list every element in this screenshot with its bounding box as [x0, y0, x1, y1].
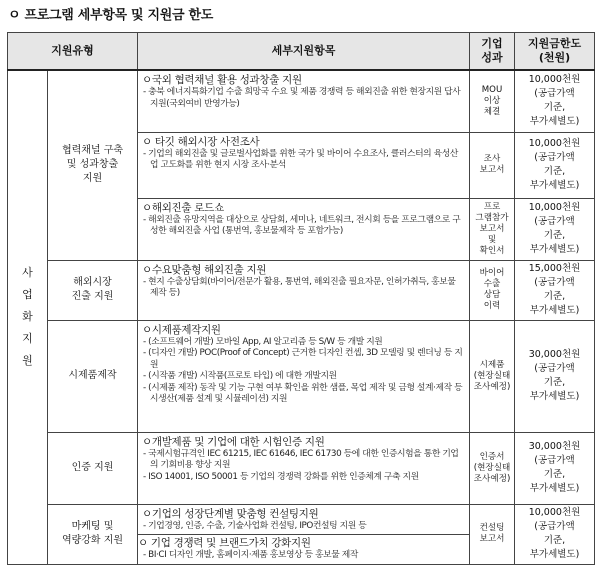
support-type-cell — [48, 260, 138, 320]
table-row — [8, 320, 595, 432]
detail-heading: ㅇ 타깃 해외시장 사전조사 — [142, 135, 260, 148]
detail-bullet: - 충북 에너지특화기업 수출 희망국 수요 및 제품 경쟁력 등 해외진출 위한 현장지원 답사지원(국외여비 반영가능) — [143, 87, 461, 109]
group-label-char: 업 — [22, 288, 33, 302]
outcome-line: (현장실태 — [473, 370, 511, 381]
limit-line: 기준, — [543, 291, 566, 302]
program-table — [7, 32, 595, 565]
outcome-line: 이상 — [483, 95, 501, 106]
limit-cell — [515, 260, 595, 320]
support-type-cell — [48, 504, 138, 564]
outcome-cell — [470, 198, 515, 260]
table-row — [8, 504, 595, 564]
outcome-line: 체결 — [483, 106, 501, 117]
detail-cell — [138, 132, 470, 198]
header-outcome-line: 성과 — [481, 51, 503, 64]
support-type-cell — [48, 320, 138, 432]
detail-cell — [138, 198, 470, 260]
outcome-line: 바이어 — [479, 268, 505, 278]
group-label-char: 지 — [22, 332, 33, 346]
detail-cell — [138, 70, 470, 132]
detail-bullet: - BI·CI 디자인 개발, 홈페이지·제품 홍보영상 등 홍보물 제작 — [143, 550, 358, 560]
detail-heading: ㅇ해외진출 로드쇼 — [142, 201, 224, 214]
limit-line: (공급가액 — [534, 88, 575, 100]
detail-cell — [138, 432, 470, 504]
detail-bullet: - 기업경영, 인증, 수출, 기술사업화 컨설팅, IPO컨설팅 지원 등 — [143, 520, 367, 531]
limit-cell — [515, 198, 595, 260]
limit-line: (공급가액 — [534, 521, 575, 532]
group-label-char: 화 — [22, 310, 33, 324]
limit-cell — [515, 132, 595, 198]
outcome-line: 보고서 — [479, 223, 505, 234]
outcome-line: 수출 — [483, 279, 501, 289]
limit-line: 부가세별도) — [529, 391, 580, 402]
limit-line: 30,000천원 — [528, 349, 581, 360]
limit-cell — [515, 70, 595, 132]
detail-bullet: - ISO 14001, ISO 50001 등 기업의 경쟁력 강화를 위한 인증체계 구축 지원 — [143, 471, 419, 482]
outcome-line: 조사예정) — [473, 381, 511, 392]
outcome-line: 조사 — [483, 154, 501, 164]
outcome-line: 컨설팅 — [479, 523, 505, 533]
support-type-line: 지원 — [82, 173, 103, 185]
limit-line: 부가세별도) — [529, 305, 580, 316]
detail-bullet: - (디자인 개발) POC(Proof of Concept) 근거한 디자인 컨셉, 3D 모델링 및 렌더닝 등 지원 — [143, 348, 463, 370]
detail-bullet: - (소프트웨어 개발) 모바일 App, AI 알고리즘 등 S/W 등 개발 지원 — [143, 336, 383, 347]
limit-line: 기준, — [543, 166, 566, 177]
detail-cell — [138, 260, 470, 320]
limit-line: 기준, — [543, 535, 566, 546]
limit-line: (공급가액 — [534, 216, 575, 227]
outcome-line: MOU — [481, 84, 503, 95]
support-type-line: 진출 지원 — [71, 291, 114, 302]
header-limit-line: (천원) — [538, 51, 571, 64]
outcome-line: 인증서 — [479, 451, 505, 462]
support-type-line: 및 성과창출 — [66, 159, 119, 171]
limit-cell — [515, 432, 595, 504]
limit-line: 부가세별도) — [529, 116, 580, 128]
limit-line: (공급가액 — [534, 455, 575, 466]
limit-cell — [515, 504, 595, 564]
limit-line: 기준, — [543, 377, 566, 388]
table-row — [8, 70, 595, 132]
support-type-cell — [48, 70, 138, 260]
detail-cell — [138, 504, 470, 564]
limit-line: (공급가액 — [534, 363, 575, 374]
outcome-line: 및 — [487, 234, 497, 245]
support-type-line: 협력채널 구축 — [61, 145, 124, 157]
outcome-line: 시제품 — [479, 359, 505, 370]
outcome-cell — [470, 132, 515, 198]
limit-line: 기준, — [543, 230, 566, 241]
limit-line: 30,000천원 — [528, 441, 581, 452]
detail-cell — [138, 320, 470, 432]
outcome-line: 이력 — [483, 301, 501, 311]
group-label-char: 사 — [22, 266, 33, 280]
outcome-cell — [470, 70, 515, 132]
detail-heading: ㅇ 기업 경쟁력 및 브랜드가치 강화지원 — [138, 534, 469, 550]
outcome-line: 확인서 — [479, 245, 505, 256]
group-label-cell — [8, 70, 48, 564]
limit-line: 10,000천원 — [528, 507, 581, 518]
limit-line: 기준, — [543, 469, 566, 480]
limit-line: 부가세별도) — [529, 549, 580, 560]
header-limit-line: 지원금한도 — [527, 37, 582, 50]
detail-heading: ㅇ개발제품 및 기업에 대한 시험인증 지원 — [142, 435, 325, 448]
support-type-line: 해외시장 — [73, 277, 112, 288]
outcome-line: 조사예정) — [473, 473, 511, 484]
group-label-char: 원 — [22, 354, 33, 368]
outcome-line: 그램참가 — [475, 212, 509, 223]
limit-line: 부가세별도) — [529, 244, 580, 255]
outcome-cell — [470, 432, 515, 504]
limit-line: (공급가액 — [534, 152, 575, 163]
detail-heading: ㅇ시제품제작지원 — [142, 323, 221, 336]
limit-cell — [515, 320, 595, 432]
outcome-line: 보고서 — [479, 165, 505, 175]
outcome-cell — [470, 260, 515, 320]
support-type-line: 마케팅 및 — [71, 521, 114, 532]
detail-bullet: - 기업의 해외진출 및 글로벌사업화를 위한 국가 및 바이어 수요조사, 클러스터의 육성산업 고도화를 위한 현지 시장 조사·분석 — [143, 148, 458, 170]
table-body — [8, 70, 595, 564]
outcome-cell — [470, 320, 515, 432]
detail-bullet: - (시제품 제작) 동작 및 기능 구현 여부 확인을 위한 샘플, 목업 제작 및 금형 설계·제작 등 시생산(제품 설계 및 시뮬레이션) 지원 — [143, 382, 463, 404]
support-type-line: 시제품제작 — [68, 370, 117, 381]
header-outcome-line: 기업 — [481, 37, 503, 50]
outcome-line: 상담 — [483, 290, 501, 300]
detail-heading: ㅇ국외 협력채널 활용 성과창출 지원 — [142, 74, 302, 86]
limit-line: (공급가액 — [534, 277, 575, 288]
outcome-cell — [470, 504, 515, 564]
table-row — [8, 432, 595, 504]
limit-line: 기준, — [543, 102, 566, 114]
outcome-line: 보고서 — [479, 534, 505, 544]
limit-line: 부가세별도) — [529, 180, 580, 191]
detail-heading: ㅇ기업의 성장단계별 맞춤형 컨설팅지원 — [142, 507, 319, 520]
header-detail: 세부지원항목 — [138, 33, 470, 71]
detail-bullet: - 해외진출 유망지역을 대상으로 상담회, 세미나, 네트워크, 전시회 등을 프로그램으로 구성한 해외진출 사업 (통번역, 홍보물제작 등 포함가능) — [143, 214, 461, 236]
outcome-line: 프로 — [483, 201, 501, 212]
support-type-cell — [48, 432, 138, 504]
detail-heading: ㅇ수요맞춤형 해외진출 지원 — [142, 263, 267, 276]
table-header-row — [8, 33, 595, 71]
support-type-line: 역량강화 지원 — [61, 535, 124, 546]
limit-line: 10,000천원 — [528, 74, 581, 86]
support-type-line: 인증 지원 — [71, 462, 114, 473]
header-support-type: 지원유형 — [8, 33, 138, 71]
detail-bullet: - (시작품 개발) 시작품(프로토 타입) 에 대한 개발지원 — [143, 371, 337, 381]
header-outcome — [470, 33, 515, 71]
outcome-line: (현장실태 — [473, 462, 511, 473]
header-limit — [515, 33, 595, 71]
table-row — [8, 260, 595, 320]
detail-bullet: - 국제시험규격인 IEC 61215, IEC 61646, IEC 61730 등에 대한 인증시험을 통한 기업의 기회비용 향상 지원 — [143, 448, 459, 470]
limit-line: 10,000천원 — [528, 202, 581, 213]
section-title: ㅇ 프로그램 세부항목 및 지원금 한도 — [8, 8, 213, 23]
limit-line: 15,000천원 — [528, 263, 581, 274]
detail-bullet: - 현지 수출상담회(바이어/전문가 활용, 통번역, 해외진출 필요자문, 인허가취득, 홍보물 제작 등) — [143, 276, 456, 298]
limit-line: 부가세별도) — [529, 483, 580, 494]
limit-line: 10,000천원 — [528, 138, 581, 149]
